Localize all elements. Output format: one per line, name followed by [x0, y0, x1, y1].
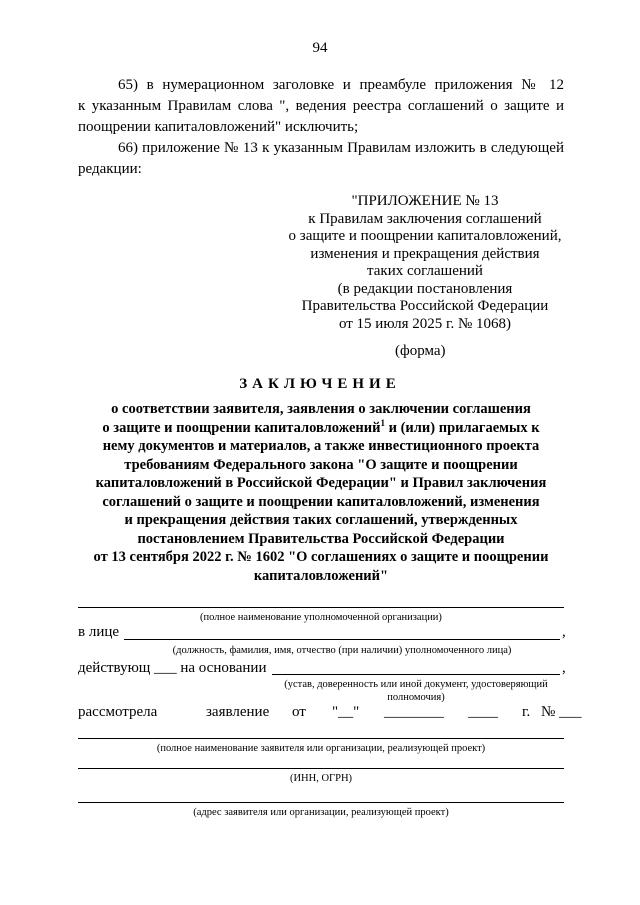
basis-caption-line: (устав, доверенность или иной документ, удостоверяющий — [284, 679, 548, 690]
form-label: (форма) — [395, 343, 446, 359]
year-suffix: г. — [522, 704, 531, 720]
basis-document-field[interactable] — [272, 674, 560, 675]
subtitle-line: постановлением Правительства Российской Федерации — [137, 530, 505, 547]
from-label: от — [292, 704, 306, 720]
day-field[interactable]: "__" — [332, 704, 360, 720]
appendix-line: к Правилам заключения соглашений — [308, 210, 542, 227]
number-field[interactable]: № ___ — [541, 704, 582, 720]
address-caption: (адрес заявителя или организации, реализующей проект) — [193, 807, 449, 818]
comma: , — [562, 660, 566, 676]
subtitle-line: нему документов и материалов, а также инвестиционного проекта — [102, 438, 540, 454]
subtitle-line: от 13 сентября 2022 г. № 1602 "О соглашениях о защите и поощрении — [93, 549, 549, 565]
address-field[interactable] — [78, 802, 564, 803]
subtitle-text: и (или) прилагаемых к — [385, 419, 540, 436]
page-number: 94 — [312, 40, 328, 56]
subtitle-line: капиталовложений в Российской Федерации" и Правил заключения — [95, 475, 547, 491]
appendix-line: Правительства Российской Федерации — [301, 298, 549, 314]
document-subtitle — [78, 400, 564, 585]
appendix-header — [270, 193, 580, 333]
subtitle-line: требованиям Федерального закона "О защите и поощрении — [124, 456, 518, 473]
applicant-caption: (полное наименование заявителя или организации, реализующей проект) — [156, 743, 486, 754]
inn-ogrn-caption: (ИНН, ОГРН) — [289, 773, 353, 784]
representative-caption: (должность, фамилия, имя, отчество (при наличии) уполномоченного лица) — [172, 645, 512, 656]
appendix-line: "ПРИЛОЖЕНИЕ № 13 — [351, 193, 499, 209]
comma: , — [562, 624, 566, 640]
organization-caption: (полное наименование уполномоченной организации) — [200, 612, 442, 623]
subtitle-line: соглашений о защите и поощрении капиталовложений, изменения — [102, 493, 540, 510]
subtitle-line: капиталовложений" — [253, 567, 389, 584]
appendix-line: о защите и поощрении капиталовложений, — [288, 228, 562, 244]
appendix-line: таких соглашений — [367, 263, 483, 279]
footnote-mark[interactable]: 1 — [380, 417, 385, 428]
appendix-line: (в редакции постановления — [337, 280, 513, 297]
application-label: заявление — [206, 704, 270, 720]
acting-label: действующ ___ на основании — [78, 660, 267, 676]
organization-name-field[interactable] — [78, 607, 564, 608]
basis-caption-line: полномочия) — [387, 692, 445, 703]
paragraph-66: 66) приложение № 13 к указанным Правилам изложить в следующей редакции: — [78, 140, 564, 177]
basis-caption — [272, 678, 560, 704]
document-title: ЗАКЛЮЧЕНИЕ — [239, 376, 401, 392]
subtitle-line: и прекращения действия таких соглашений, утвержденных — [124, 512, 518, 528]
applicant-name-field[interactable] — [78, 738, 564, 739]
appendix-line: изменения и прекращения действия — [310, 245, 540, 262]
appendix-line: от 15 июля 2025 г. № 1068) — [338, 315, 512, 332]
month-field[interactable]: ________ — [384, 704, 444, 720]
subtitle-line — [78, 419, 564, 438]
paragraph-65-line1: 65) в нумерационном заголовке и преамбуле приложения № 12 — [118, 77, 564, 93]
year-field[interactable]: ____ — [468, 704, 498, 720]
reviewed-label: рассмотрела — [78, 704, 158, 720]
representative-field[interactable] — [124, 639, 560, 640]
paragraph-65-rest: к указанным Правилам слова ", ведения реестра соглашений о защите и поощрении капиталовложений" исключить; — [78, 98, 564, 135]
subtitle-line: о соответствии заявителя, заявления о заключении соглашения — [111, 401, 531, 417]
subtitle-text: о защите и поощрении капиталовложений — [102, 419, 381, 436]
inn-ogrn-field[interactable] — [78, 768, 564, 769]
in-person-label: в лице — [78, 624, 120, 640]
